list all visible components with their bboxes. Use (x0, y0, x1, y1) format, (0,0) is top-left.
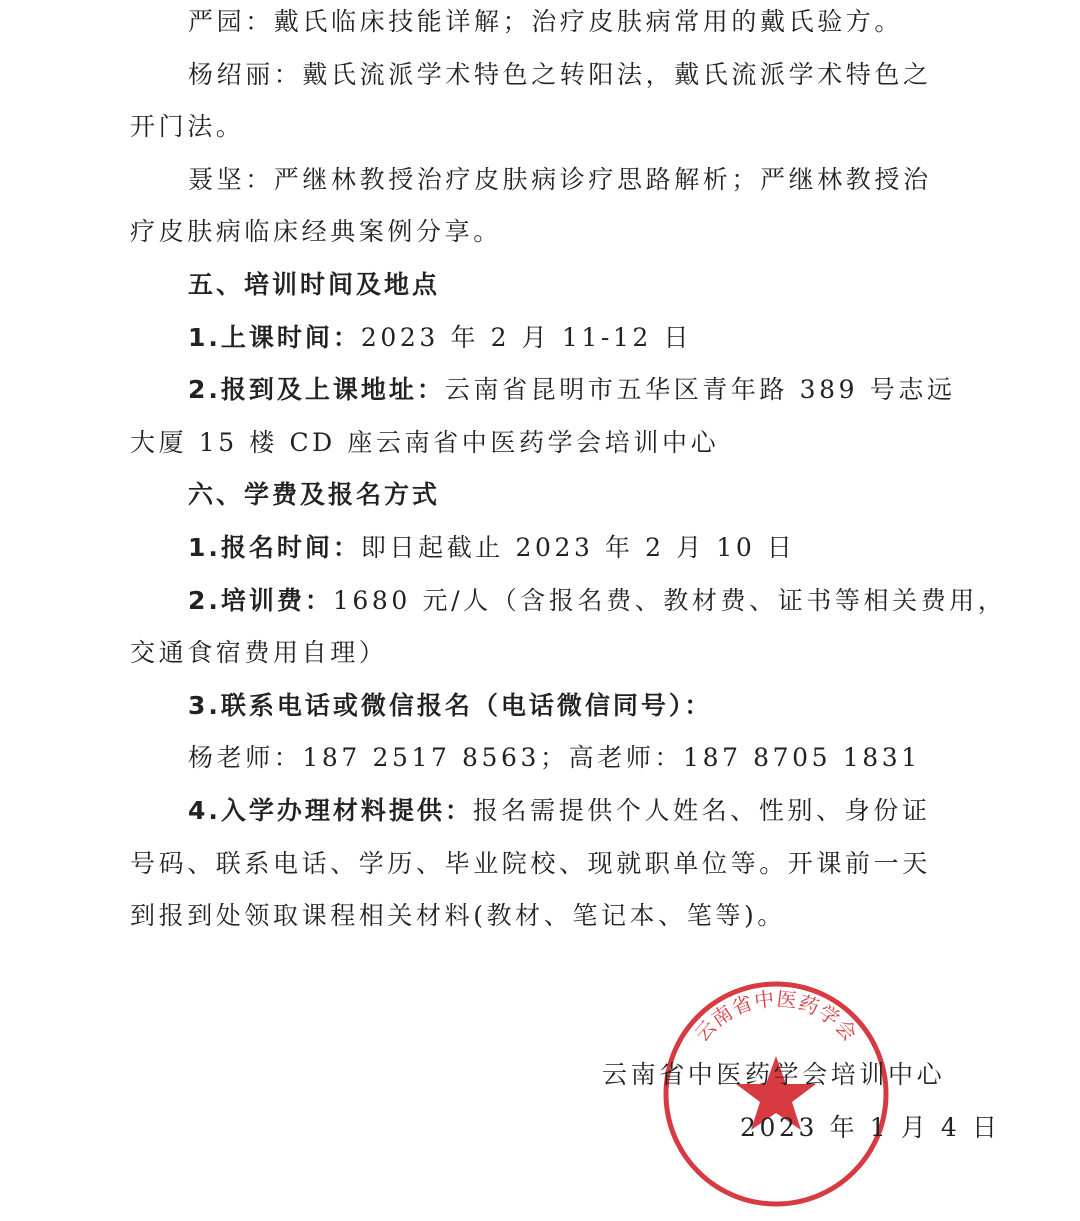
section-label: 六、学费及报名方式 (188, 480, 441, 510)
section-label: 4.入学办理材料提供： (188, 796, 473, 825)
section-label: 五、培训时间及地点 (188, 270, 441, 299)
text-line (188, 165, 932, 195)
line-text: 2023 年 2 月 11-12 日 (360, 322, 693, 352)
text-line (130, 428, 719, 458)
text-line (188, 796, 931, 826)
section-label: 2.培训费： (188, 585, 333, 615)
text-line (130, 849, 931, 879)
line-text: 杨绍丽：戴氏流派学术特色之转阳法，戴氏流派学术特色之 (188, 59, 932, 89)
line-text: 疗皮肤病临床经典案例分享。 (130, 217, 502, 247)
line-text: 报名需提供个人姓名、性别、身份证 (472, 796, 931, 825)
text-line (188, 586, 1007, 616)
line-text: 大厦 15 楼 CD 座云南省中医药学会培训中心 (130, 427, 720, 457)
line-text: 聂坚：严继林教授治疗皮肤病诊疗思路解析；严继林教授治 (188, 164, 932, 194)
line-text: 到报到处领取课程相关材料(教材、笔记本、笔等)。 (130, 901, 786, 931)
text-line (188, 691, 712, 721)
official-seal-stamp (660, 978, 892, 1210)
line-text: 号码、联系电话、学历、毕业院校、现就职单位等。开课前一天 (130, 848, 931, 878)
text-line (188, 375, 956, 405)
text-line (188, 60, 932, 90)
line-text: 交通食宿费用自理） (130, 638, 388, 668)
line-text: 云南省昆明市五华区青年路 389 号志远 (444, 375, 956, 405)
text-line (130, 638, 387, 668)
text-line (188, 533, 796, 563)
text-line (188, 480, 440, 510)
section-label: 3.联系电话或微信报名（电话微信同号）： (188, 690, 713, 720)
line-text: 即日起截止 2023 年 2 月 10 日 (360, 533, 796, 562)
text-line (188, 323, 692, 353)
section-label: 1.报名时间： (188, 533, 361, 562)
line-text: 开门法。 (130, 112, 245, 142)
line-text: 严园：戴氏临床技能详解；治疗皮肤病常用的戴氏验方。 (188, 7, 904, 36)
text-line (188, 743, 921, 773)
line-text: 1680 元/人（含报名费、教材费、证书等相关费用， (332, 585, 1007, 615)
section-label: 1.上课时间： (188, 322, 361, 352)
line-text: 杨老师：187 2517 8563；高老师：187 8705 1831 (188, 743, 921, 773)
svg-text:云南省中医药学会 (690, 987, 863, 1047)
signature-organization: 云南省中医药学会培训中心 (602, 1060, 946, 1089)
section-label: 2.报到及上课地址： (188, 375, 445, 405)
seal-text: 云南省中医药学会 (689, 986, 863, 1047)
text-line (130, 901, 786, 931)
text-line (130, 112, 244, 142)
text-line (188, 7, 903, 37)
text-line (188, 270, 440, 300)
signature-date: 2023 年 1 月 4 日 (740, 1113, 1001, 1142)
text-line (130, 217, 502, 247)
